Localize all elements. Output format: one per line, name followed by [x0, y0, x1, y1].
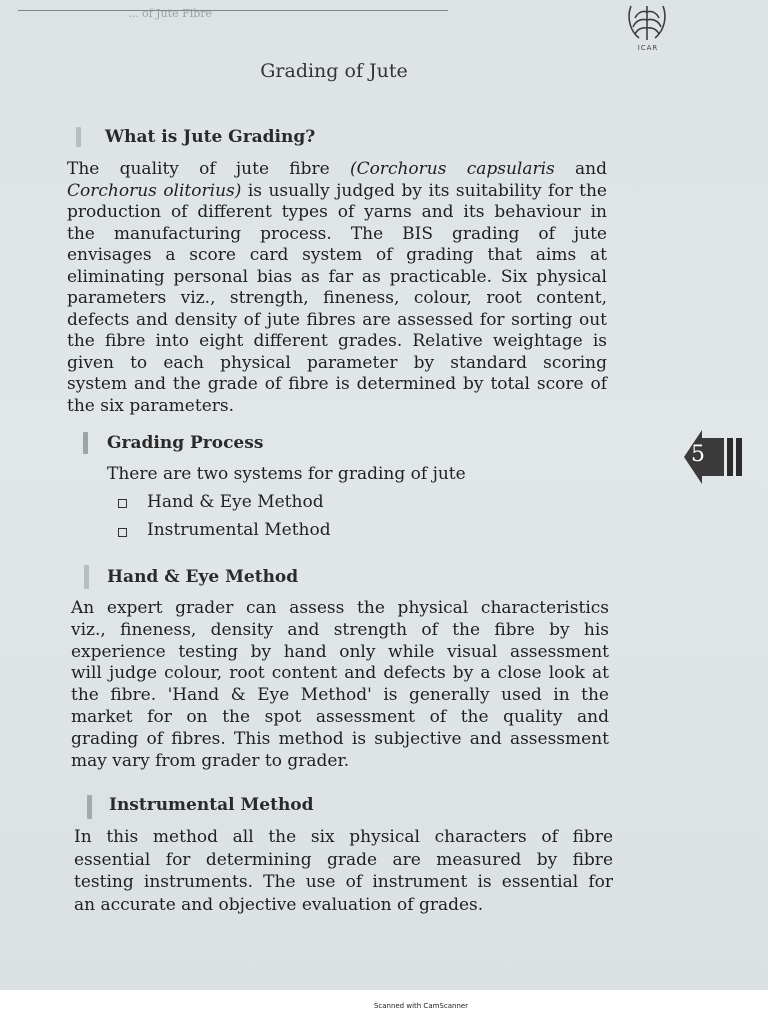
paragraph-line: The quality of jute fibre (Corchorus capsularis and: [67, 159, 607, 179]
paragraph-line: will judge colour, root content and defects by a close look at: [71, 663, 609, 684]
chapter-number: 5: [691, 442, 705, 467]
paragraph-line: an accurate and objective evaluation of grades.: [74, 894, 484, 915]
paragraph-line: experience testing by hand only while visual assessment: [71, 641, 609, 662]
paragraph-line: the manufacturing process. The BIS grading of jute: [67, 223, 607, 244]
paragraph-line: In this method all the six physical characters of fibre: [74, 827, 613, 847]
heading-marker: [87, 795, 92, 819]
heading-marker: [83, 432, 88, 454]
list-item-label: Hand & Eye Method: [147, 492, 324, 512]
heading-instrumental-method: Instrumental Method: [109, 795, 314, 815]
paragraph-line: testing instruments. The use of instrument is essential for: [74, 872, 613, 892]
paragraph-line: eliminating personal bias as far as practicable. Six physical: [67, 266, 607, 287]
paragraph-line: system and the grade of fibre is determined by total score of: [67, 374, 607, 394]
logo-text: ICAR: [637, 44, 659, 52]
paragraph-hand-eye-method: [71, 598, 609, 772]
heading-marker: [84, 565, 89, 589]
grading-process-intro: There are two systems for grading of jute: [107, 464, 466, 484]
page-title: Grading of Jute: [260, 60, 408, 82]
paragraph-line: the fibre into eight different grades. Relative weightage is: [67, 331, 607, 351]
paragraph-line: An expert grader can assess the physical characteristics: [71, 598, 609, 618]
paragraph-line: essential for determining grade are measured by fibre: [74, 849, 613, 870]
paragraph-line: Corchorus olitorius) is usually judged by its suitability for the: [67, 180, 607, 201]
heading-what-is-jute-grading: What is Jute Grading?: [105, 127, 316, 147]
paragraph-instrumental-method: [74, 826, 613, 916]
paragraph-line: may vary from grader to grader.: [71, 750, 350, 771]
paragraph-line: production of different types of yarns and its behaviour in: [67, 202, 607, 222]
heading-grading-process: Grading Process: [107, 433, 264, 453]
heading-hand-eye-method: Hand & Eye Method: [107, 567, 299, 587]
paragraph-line: the six parameters.: [67, 395, 235, 416]
checkbox-bullet-icon: [118, 528, 127, 537]
paragraph-line: the fibre. 'Hand & Eye Method' is generally used in the: [71, 685, 609, 706]
paragraph-line: given to each physical parameter by standard scoring: [67, 352, 607, 373]
list-item-label: Instrumental Method: [147, 520, 331, 540]
paragraph-line: envisages a score card system of grading that aims at: [67, 245, 607, 265]
paragraph-line: parameters viz., strength, fineness, colour, root content,: [67, 288, 607, 308]
paragraph-what-is-jute-grading: [67, 159, 607, 417]
paragraph-line: defects and density of jute fibres are assessed for sorting out: [67, 309, 607, 330]
heading-marker: [76, 127, 81, 147]
running-head-rule: [18, 7, 448, 20]
paragraph-line: viz., fineness, density and strength of the fibre by his: [71, 619, 609, 640]
scanner-footer: Scanned with CamScanner: [373, 1002, 469, 1010]
paragraph-line: market for on the spot assessment of the quality and: [71, 706, 609, 727]
checkbox-bullet-icon: [118, 499, 127, 508]
running-head: ... of Jute Fibre: [128, 7, 213, 20]
paragraph-line: grading of fibres. This method is subjective and assessment: [71, 728, 609, 749]
